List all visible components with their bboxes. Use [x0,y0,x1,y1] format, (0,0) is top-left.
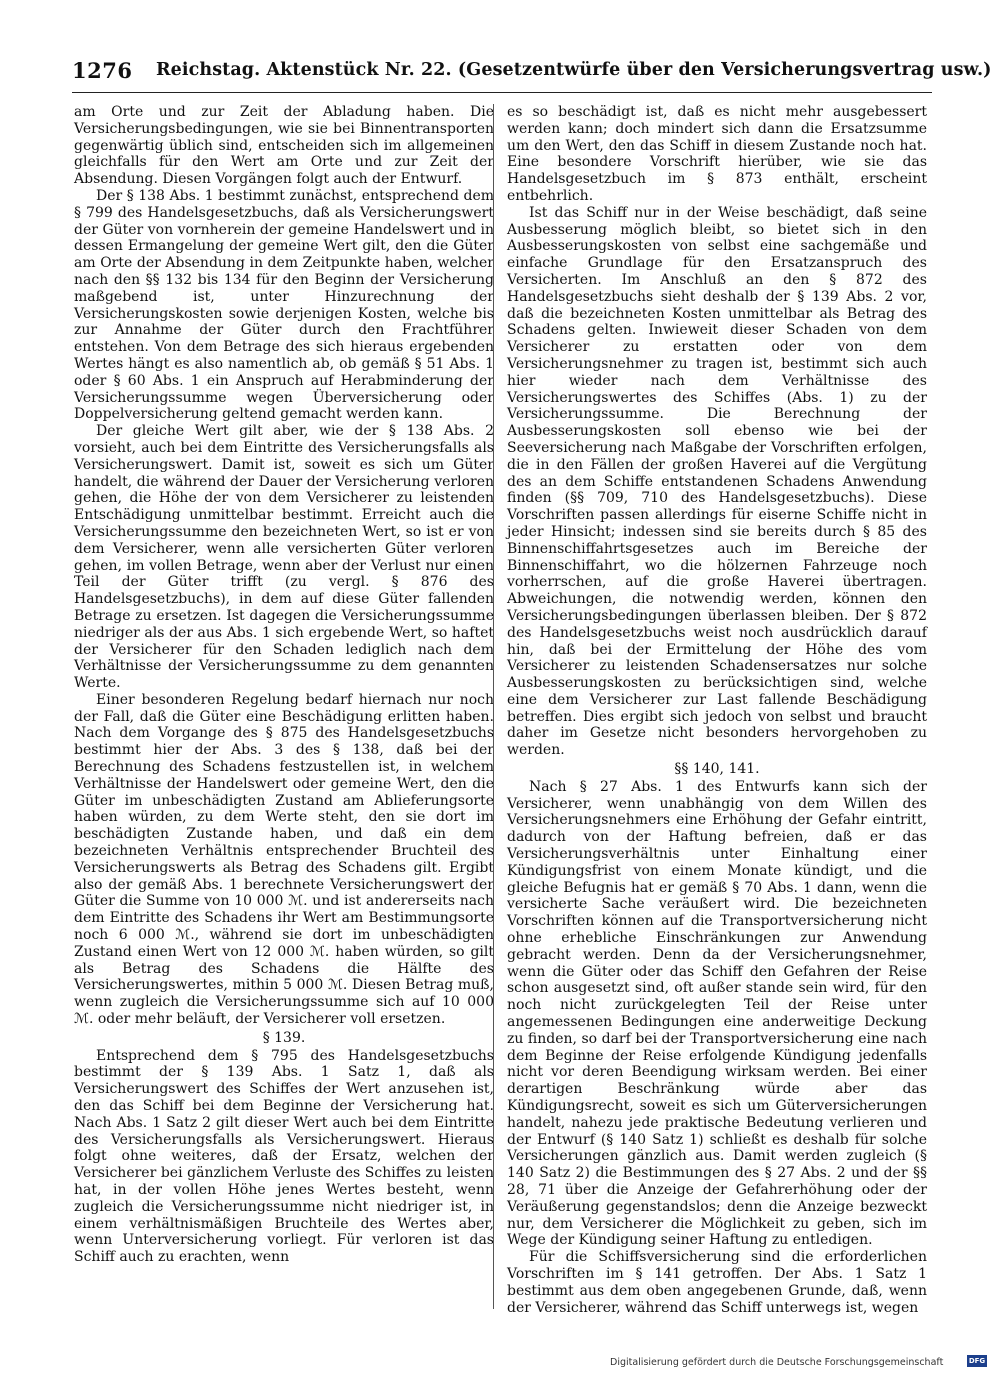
paragraph: Entsprechend dem § 795 des Handelsgesetzbuchs bestimmt der § 139 Abs. 1 Satz 1, daß als Versicherungswert des Schiffes der Wert anzusehen ist, den das Schiff bei dem Beginne der Versicherung hat. Nach Abs. 1 Satz 2 gilt dieser Wert auch bei dem Eintritte des Versicherungsfalls als Versicherungswert. Hieraus folgt ohne weiteres, daß der Ersatz, welchen der Versicherer bei gänzlichem Verluste des Schiffes zu leisten hat, in der vollen Höhe jenes Wertes besteht, wenn zugleich die Versicherungssumme nicht niedriger ist, in einem verhältnismäßigen Bruchteile des Wertes aber, wenn Unterversicherung vorliegt. Für verloren ist das Schiff auch zu erachten, wenn [74,1047,494,1266]
running-title: Reichstag. Aktenstück Nr. 22. (Gesetzentwürfe über den Versicherungsvertrag usw.) [156,60,992,80]
page-number: 1276 [72,58,133,83]
header-rule [72,92,932,93]
page-header [72,58,992,88]
paragraph: Einer besonderen Regelung bedarf hiernach nur noch der Fall, daß die Güter eine Beschädigung erlitten haben. Nach dem Vorgange des § 875 des Handelsgesetzbuchs bestimmt hier der Abs. 3 des § 138, daß bei der Berechnung des Schadens festzustellen ist, in welchem Verhältnisse der Handelswert oder gemeine Wert, den die Güter im unbeschädigten Zustand am Ablieferungsorte haben würden, zu dem Werte steht, den sie dort im beschädigten Zustande haben, und daß ein dem bezeichneten Verhältnis entsprechender Bruchteil des Versicherungswerts als Betrag des Schadens gilt. Ergibt also der gemäß Abs. 1 berechnete Versicherungswert der Güter die Summe von 10 000 ℳ. und ist andererseits nach dem Eintritte des Schadens ihr Wert am Bestimmungsorte noch 6 000 ℳ., während sie dort im unbeschädigten Zustand einen Wert von 12 000 ℳ. haben würden, so gilt als Betrag des Schadens die Hälfte des Versicherungswertes, mithin 5 000 ℳ. Diesen Betrag muß, wenn zugleich die Versicherungssumme sich auf 10 000 ℳ. oder mehr beläuft, der Versicherer voll ersetzen. [74,691,494,1028]
paragraph: es so beschädigt ist, daß es nicht mehr ausgebessert werden kann; doch mindert sich dann die Ersatzsumme um den Wert, den das Schiff in diesem Zustande noch hat. Eine besondere Vorschrift hierüber, wie sie das Handelsgesetzbuch im § 873 enthält, erscheint entbehrlich. [507,104,927,204]
footer-credit: Digitalisierung gefördert durch die Deutsche Forschungsgemeinschaft [610,1357,944,1368]
column-divider [493,104,494,1309]
paragraph: am Orte und zur Zeit der Abladung haben. Die Versicherungsbedingungen, wie sie bei Binnentransporten gegenwärtig üblich sind, entscheiden sich im allgemeinen gleichfalls für den Wert am Orte und zur Zeit der Absendung. Diesen Vorgängen folgt auch der Entwurf. [74,104,494,188]
paragraph: Ist das Schiff nur in der Weise beschädigt, daß seine Ausbesserung möglich bleibt, so bietet sich in den Ausbesserungskosten von selbst eine sachgemäße und einfache Grundlage für den Ersatzanspruch des Versicherten. Im Anschluß an den § 872 des Handelsgesetzbuchs sieht deshalb der § 139 Abs. 2 vor, daß die bezeichneten Kosten unmittelbar als Betrag des Schadens gelten. Inwieweit dieser Schaden von dem Versicherer zu erstatten oder von dem Versicherungsnehmer zu tragen ist, bestimmt sich auch hier wieder nach dem Verhältnisse des Versicherungswertes des Schiffes (Abs. 1) zu der Versicherungssumme. Die Berechnung der Ausbesserungskosten soll ebenso wie bei der Seeversicherung nach Maßgabe der Vorschriften erfolgen, die in den Fällen der großen Haverei auf die Vergütung des an dem Schiffe entstandenen Schadens Anwendung finden (§§ 709, 710 des Handelsgesetzbuchs). Diese Vorschriften passen allerdings für eiserne Schiffe nicht in jeder Hinsicht; indessen sind sie bereits durch § 85 des Binnenschiffahrtsgesetzes auch im Bereiche der Binnenschiffahrt, wo die hölzernen Fahrzeuge noch vorherrschen, auf die große Haverei übertragen. Abweichungen, die notwendig werden, können den Versicherungsbedingungen überlassen bleiben. Der § 872 des Handelsgesetzbuchs weist noch ausdrücklich darauf hin, daß bei der Ermittelung der Höhe des vom Versicherer zu leistenden Schadensersatzes nur solche Ausbesserungskosten zu berücksichtigen sind, welche eine dem Versicherer zur Last fallende Beschädigung betreffen. Dies ergibt sich jedoch von selbst und braucht daher im Gesetze nicht besonders hervorgehoben zu werden. [507,204,927,759]
paragraph: Der § 138 Abs. 1 bestimmt zunächst, entsprechend dem § 799 des Handelsgesetzbuchs, daß als Versicherungswert der Güter von vornherein der gemeine Handelswert und in dessen Ermangelung der gemeine Wert gilt, den die Güter am Orte der Absendung in dem Zeitpunkte haben, welcher nach den §§ 132 bis 134 für den Beginn der Versicherung maßgebend ist, unter Hinzurechnung der Versicherungskosten sowie derjenigen Kosten, welche bis zur Annahme der Güter durch den Frachtführer entstehen. Von dem Betrage des sich hieraus ergebenden Wertes hängt es also namentlich ab, ob gemäß § 51 Abs. 1 oder § 60 Abs. 1 ein Anspruch auf Herabminderung der Versicherungssumme wegen Überversicherung oder Doppelversicherung geltend gemacht werden kann. [74,187,494,423]
paragraph: Für die Schiffsversicherung sind die erforderlichen Vorschriften im § 141 getroffen. Der Abs. 1 Satz 1 bestimmt aus dem oben angegebenen Grunde, daß, wenn der Versicherer, während das Schiff unterwegs ist, wegen [507,1249,927,1316]
dfg-logo: DFG [968,1357,986,1365]
section-heading: §§ 140, 141. [674,761,760,778]
paragraph: Nach § 27 Abs. 1 des Entwurfs kann sich der Versicherer, wenn unabhängig von dem Willen des Versicherungsnehmers eine Erhöhung der Gefahr eintritt, dadurch von der Haftung befreien, daß er das Versicherungsverhältnis unter Einhaltung einer Kündigungsfrist von einem Monate kündigt, und die gleiche Befugnis hat er gemäß § 70 Abs. 1 dann, wenn die versicherte Sache veräußert wird. Die bezeichneten Vorschriften können auf die Transportversicherung nicht ohne erhebliche Einschränkungen zur Anwendung gebracht werden. Denn da der Versicherungsnehmer, wenn die Güter oder das Schiff den Gefahren der Reise schon ausgesetzt sind, oft außer stande sein wird, für den noch nicht zurückgelegten Teil der Reise unter angemessenen Bedingungen eine anderweitige Deckung zu finden, so darf bei der Transportversicherung eine nach dem Beginne der Reise erfolgende Kündigung jedenfalls nicht vor deren Beendigung wirksam werden. Bei einer derartigen Beschränkung würde aber das Kündigungsrecht, soweit es sich um Güterversicherungen handelt, nahezu jede praktische Bedeutung verlieren und der Entwurf (§ 140 Satz 1) schließt es deshalb für solche Versicherungen gänzlich aus. Damit werden zugleich (§ 140 Satz 2) die Bestimmungen des § 27 Abs. 2 und der §§ 28, 71 über die Anzeige der Gefahrerhöhung oder der Veräußerung gegenstandslos; denn die Anzeige bezweckt nur, dem Versicherer die Möglichkeit zu geben, sich im Wege der Kündigung seiner Haftung zu entledigen. [507,778,927,1249]
section-heading: § 139. [262,1029,306,1046]
paragraph: Der gleiche Wert gilt aber, wie der § 138 Abs. 2 vorsieht, auch bei dem Eintritte des Versicherungsfalls als Versicherungswert. Damit ist, soweit es sich um Güter handelt, die während der Dauer der Versicherung verloren gehen, die Höhe der von dem Versicherer zu leistenden Entschädigung unmittelbar bestimmt. Erreicht auch die Versicherungssumme den bezeichneten Wert, so ist er von dem Versicherer, wenn alle versicherten Güter verloren gehen, im vollen Betrage, wenn aber der Verlust nur einen Teil der Güter trifft (zu vergl. § 876 des Handelsgesetzbuchs), in dem auf diese Güter fallenden Betrage zu ersetzen. Ist dagegen die Versicherungssumme niedriger als der aus Abs. 1 sich ergebende Wert, so haftet der Versicherer für den Schaden lediglich nach dem Verhältnisse der Versicherungssumme zu dem genannten Werte. [74,423,494,692]
right-column [507,104,927,1316]
left-column [74,104,494,1266]
